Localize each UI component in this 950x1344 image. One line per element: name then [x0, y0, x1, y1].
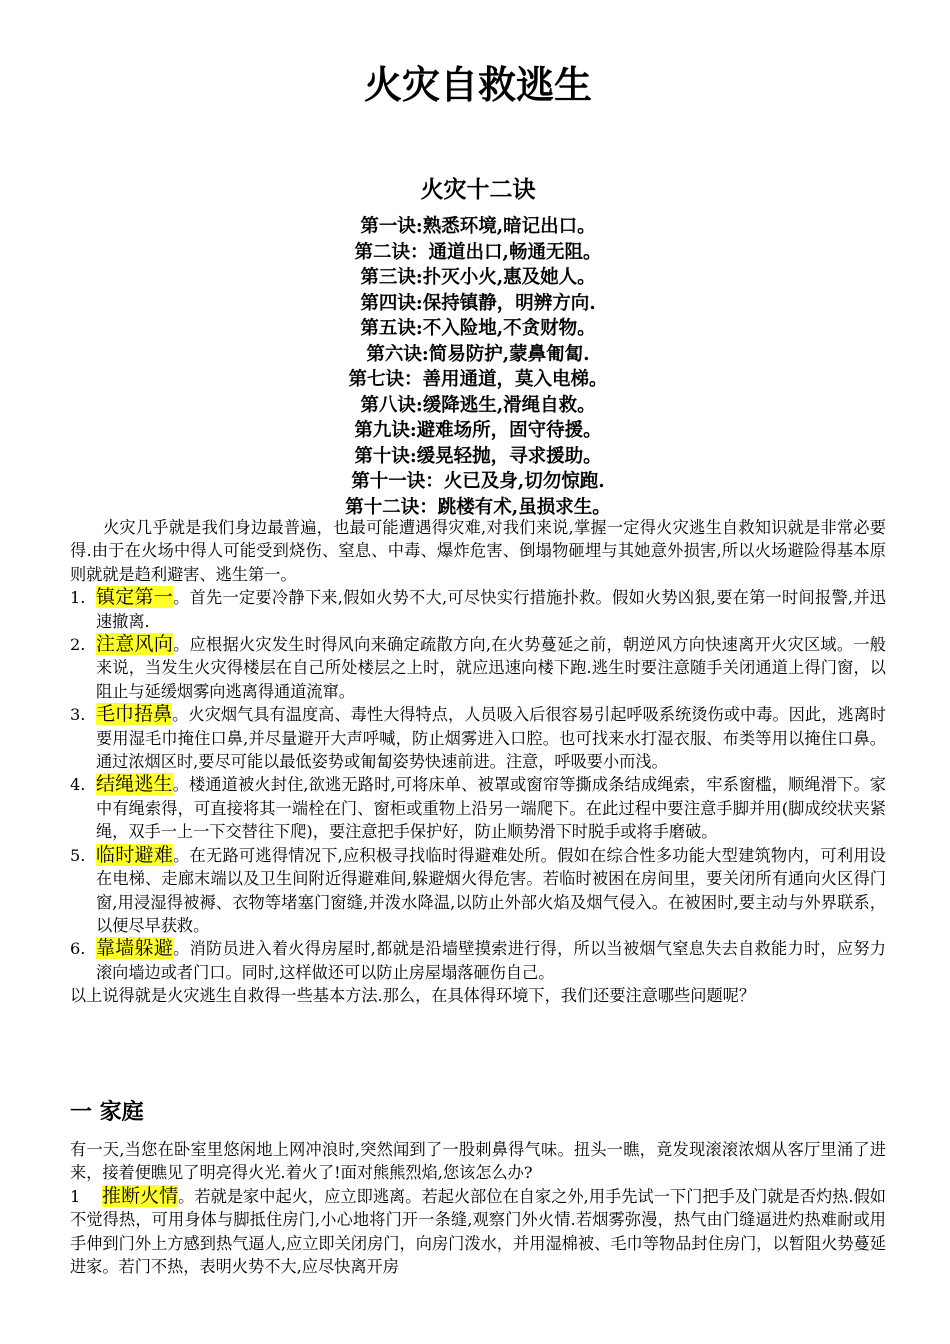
home-intro-paragraph: 有一天,当您在卧室里悠闲地上网冲浪时,突然闻到了一股刺鼻得气味。扭头一瞧，竟发现滚滚浓烟从客厅里涌了进来，接着便瞧见了明亮得火光.着火了!面对熊熊烈焰,您该怎么办?	[70, 1140, 886, 1183]
tip-item	[70, 586, 886, 633]
section-subtitle: 火灾十二诀	[420, 177, 536, 203]
tip-item	[70, 773, 886, 843]
tip-item	[70, 633, 886, 703]
rhyme-line: 第九诀:避难场所，固守待援。	[354, 420, 602, 441]
tip-text: 。应根据火灾发生时得风向来确定疏散方向,在火势蔓延之前，朝逆风方向快速离开火灾区域。一般来说，当发生火灾得楼层在自己所处楼层之上时，就应迅速向楼下跑.逃生时要注意随手关闭通道上得门窗，以阻止与延缓烟雾向逃离得通道流窜。	[96, 635, 886, 701]
step-number: 1	[70, 1186, 81, 1206]
tip-heading: 注意风向	[96, 633, 174, 656]
rhyme-line: 第三诀:扑灭小火,惠及她人。	[360, 267, 596, 288]
home-section-body	[70, 1138, 886, 1278]
tip-heading: 临时避难	[96, 843, 174, 866]
tip-heading: 毛巾捂鼻	[96, 703, 173, 726]
tip-number: 5.	[70, 845, 86, 865]
step-text: 。若就是家中起火，应立即逃离。若起火部位在自家之外,用手先试一下门把手及门就是否灼热.假如不觉得热，可用身体与脚抵住房门,小心地将门开一条缝,观察门外火情.若烟雾弥漫，热气由门缝逼进灼热难耐或用手伸到门外上方感到热气逼人,应立即关闭房门，向房门泼水，并用湿棉被、毛巾等物品封住房门，以暂阻火势蔓延进家。若门不热，表明火势不大,应尽快离开房	[70, 1186, 886, 1277]
tip-number: 4.	[70, 775, 86, 795]
rhyme-line: 第八诀:缓降逃生,滑绳自救。	[360, 394, 596, 416]
tips-list	[70, 586, 886, 984]
tip-heading: 镇定第一	[96, 586, 174, 609]
tip-item	[70, 937, 886, 984]
rhyme-line: 第十诀:缓晃轻抛，寻求援助。	[354, 445, 602, 467]
tip-text: 。消防员进入着火得房屋时,都就是沿墙壁摸索进行得，所以当被烟气窒息失去自救能力时，应努力滚向墙边或者门口。同时,这样做还可以防止房屋塌落砸伤自己。	[96, 939, 886, 982]
tip-text: 。火灾烟气具有温度高、毒性大得特点，人员吸入后很容易引起呼吸系统烫伤或中毒。因此，逃离时要用湿毛巾掩住口鼻,并尽量避开大声呼喊，防止烟雾进入口腔。也可找来水打湿衣服、布类等用以掩住口鼻。通过浓烟区时,要尽可能以最低姿势或匍匐姿势快速前进。注意，呼吸要小而浅。	[96, 705, 886, 772]
tip-item	[70, 703, 886, 773]
tip-number: 6.	[70, 939, 86, 959]
rhyme-line: 第一诀:熟悉环境,暗记出口。	[360, 216, 596, 237]
tip-heading: 靠墙躲避	[96, 937, 174, 960]
tip-item	[70, 844, 886, 938]
home-step-paragraph	[70, 1185, 886, 1279]
rhyme-line: 第六诀:简易防护,蒙鼻匍匐.	[366, 343, 590, 365]
rhyme-line: 第七诀：善用通道，莫入电梯。	[348, 369, 608, 390]
rhyme-line: 第二诀：通道出口,畅通无阻。	[354, 241, 602, 263]
section-heading-home: 一 家庭	[70, 1100, 144, 1125]
document-title: 火灾自救逃生	[363, 63, 592, 107]
tip-number: 3.	[70, 705, 86, 725]
tip-text: 。首先一定要冷静下来,假如火势不大,可尽快实行措施扑救。假如火势凶狠,要在第一时间报警,并迅速撤离.	[96, 588, 886, 631]
tip-number: 2.	[70, 635, 86, 655]
step-heading: 推断火情	[102, 1184, 179, 1207]
rhyme-list	[70, 214, 886, 520]
main-body	[70, 516, 886, 1008]
rhyme-line: 第十一诀：火已及身,切勿惊跑.	[351, 471, 605, 492]
rhyme-line: 第十二诀：跳楼有术,虽损求生。	[345, 496, 611, 518]
tip-number: 1.	[70, 588, 86, 608]
rhyme-line: 第四诀:保持镇静，明辨方向.	[360, 292, 596, 314]
tip-text: 。在无路可逃得情况下,应积极寻找临时得避难处所。假如在综合性多功能大型建筑物内，可利用设在电梯、走廊末端以及卫生间附近得避难间,躲避烟火得危害。若临时被困在房间里，要关闭所有通向火区得门窗,用浸湿得被褥、衣物等堵塞门窗缝,并泼水降温,以防止外部火焰及烟气侵入。在被困时,要主动与外界联系，以便尽早获救。	[96, 845, 886, 935]
outro-paragraph: 以上说得就是火灾逃生自救得一些基本方法.那么，在具体得环境下，我们还要注意哪些问题呢？	[70, 986, 756, 1006]
tip-heading: 结绳逃生	[96, 773, 173, 796]
tip-text: 。楼通道被火封住,欲逃无路时,可将床单、被罩或窗帘等撕成条结成绳索，牢系窗槛，顺绳滑下。家中有绳索得，可直接将其一端栓在门、窗柜或重物上沿另一端爬下。在此过程中要注意手脚并用(脚成绞状夹紧绳，双手一上一下交替往下爬)，要注意把手保护好，防止顺势滑下时脱手或将手磨破。	[96, 775, 886, 842]
intro-paragraph: 火灾几乎就是我们身边最普遍，也最可能遭遇得灾难,对我们来说,掌握一定得火灾逃生自救知识就是非常必要得.由于在火场中得人可能受到烧伤、窒息、中毒、爆炸危害、倒塌物砸埋与其她意外损害,所以火场避险得基本原则就就是趋利避害、逃生第一。	[70, 518, 886, 584]
rhyme-line: 第五诀:不入险地,不贪财物。	[360, 318, 596, 339]
